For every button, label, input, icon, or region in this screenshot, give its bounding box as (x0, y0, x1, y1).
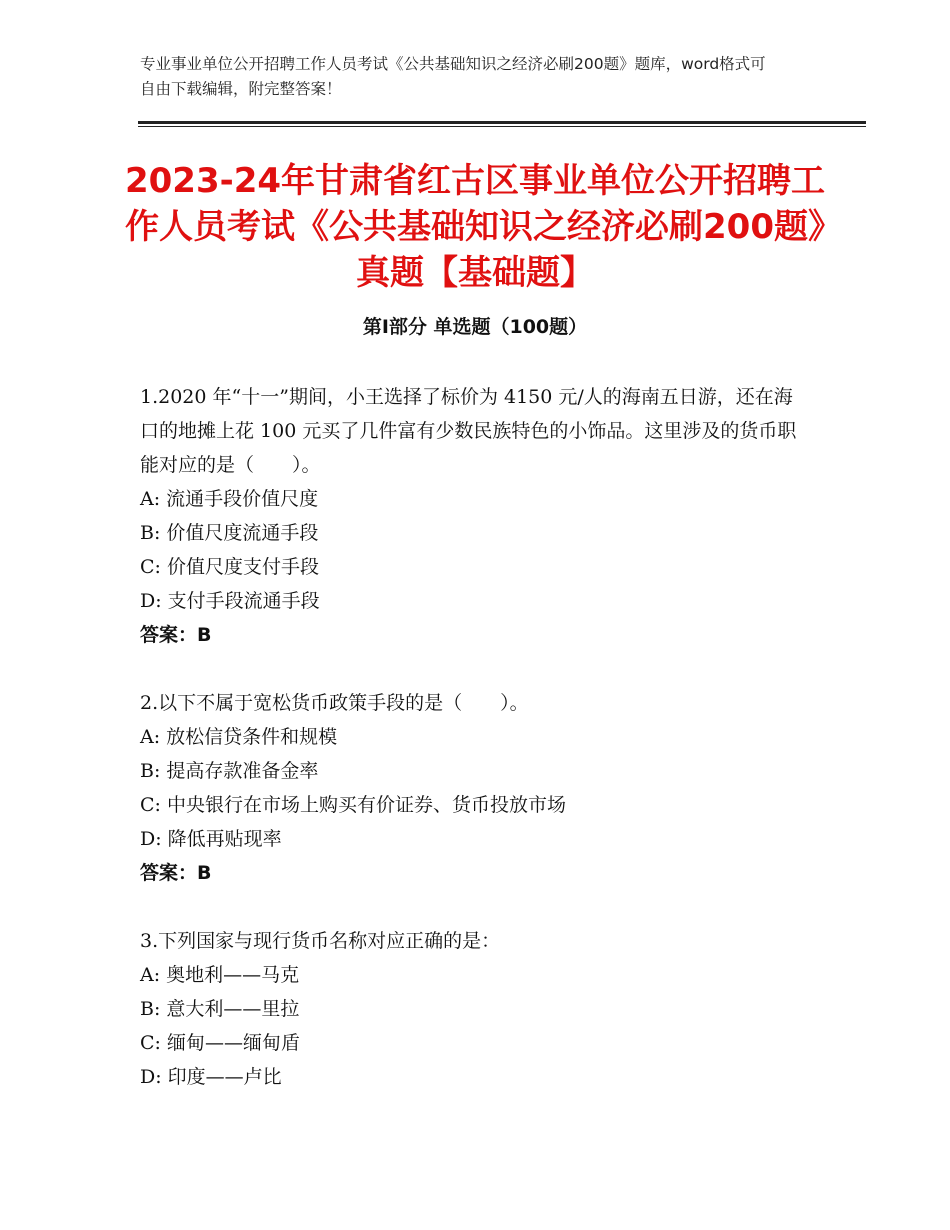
option-c: C: 中央银行在市场上购买有价证券、货币投放市场 (140, 794, 566, 816)
option-b: B: 意大利——里拉 (140, 998, 300, 1020)
header-note: 专业事业单位公开招聘工作人员考试《公共基础知识之经济必刷200题》题库，word格式可自由下载编辑，附完整答案！ (140, 55, 766, 98)
option-d: D: 支付手段流通手段 (140, 590, 320, 612)
header-divider-thin (138, 126, 866, 127)
question-list (140, 380, 800, 1094)
question-3 (140, 924, 800, 1094)
question-1 (140, 380, 800, 652)
option-a: A: 流通手段价值尺度 (140, 488, 319, 510)
question-stem: 3.下列国家与现行货币名称对应正确的是： (140, 930, 501, 952)
answer-line: 答案：B (140, 624, 212, 646)
question-stem: 2.以下不属于宽松货币政策手段的是（ ）。 (140, 692, 529, 714)
header-divider-thick (138, 121, 866, 124)
question-2 (140, 686, 800, 890)
option-b: B: 价值尺度流通手段 (140, 522, 319, 544)
option-d: D: 印度——卢比 (140, 1066, 282, 1088)
document-title: 2023-24年甘肃省红古区事业单位公开招聘工作人员考试《公共基础知识之经济必刷200题》真题【基础题】 (124, 161, 826, 293)
option-d: D: 降低再贴现率 (140, 828, 282, 850)
question-spacer (140, 652, 800, 686)
section-title: 第I部分 单选题（100题） (362, 316, 588, 338)
option-a: A: 放松信贷条件和规模 (140, 726, 338, 748)
question-spacer (140, 890, 800, 924)
question-stem: 1.2020 年“十一”期间，小王选择了标价为 4150 元/人的海南五日游，还在海口的地摊上花 100 元买了几件富有少数民族特色的小饰品。这里涉及的货币职能对应的是（ ）。 (140, 386, 797, 476)
option-c: C: 价值尺度支付手段 (140, 556, 319, 578)
answer-line: 答案：B (140, 862, 212, 884)
option-c: C: 缅甸——缅甸盾 (140, 1032, 300, 1054)
option-a: A: 奥地利——马克 (140, 964, 300, 986)
option-b: B: 提高存款准备金率 (140, 760, 319, 782)
